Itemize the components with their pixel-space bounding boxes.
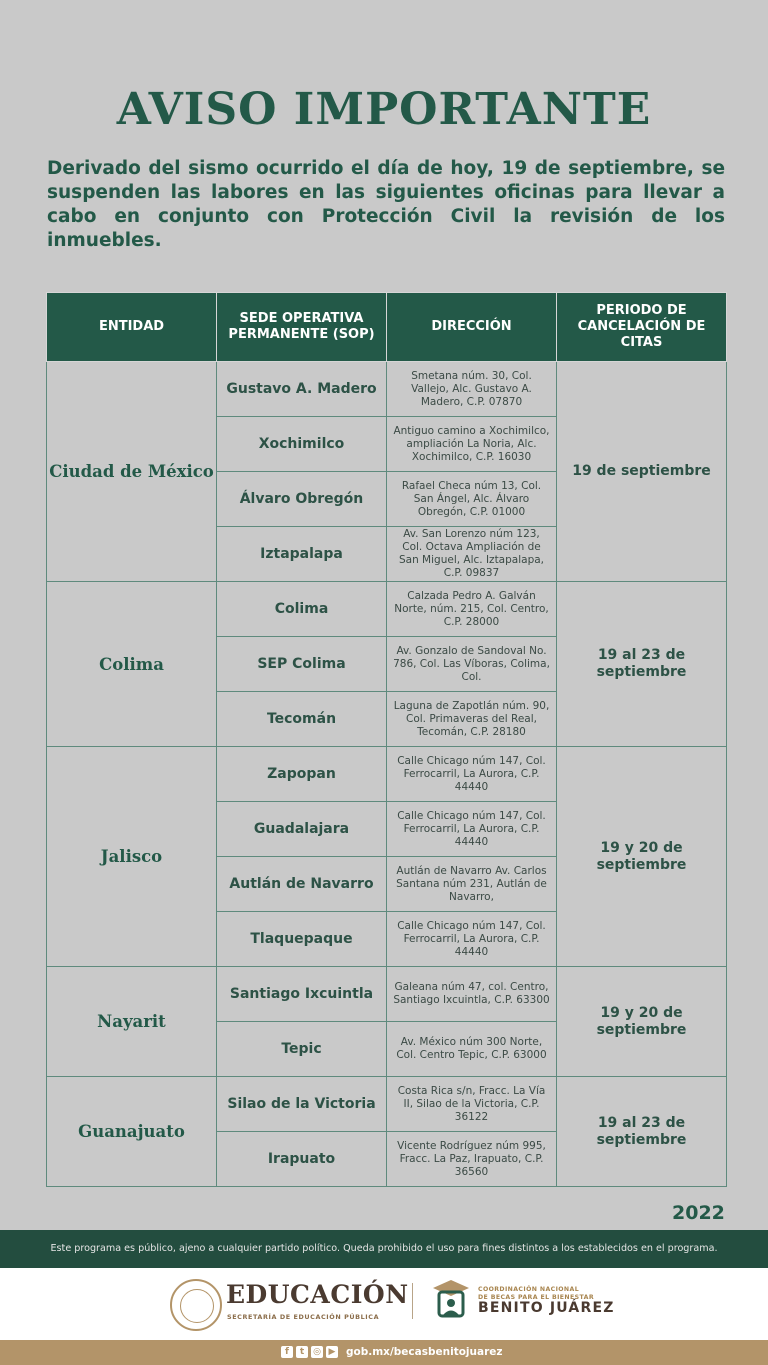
address-cell: Antiguo camino a Xochimilco, ampliación La Noria, Alc. Xochimilco, C.P. 16030 xyxy=(387,417,557,472)
entity-cell: Colima xyxy=(47,582,217,747)
bj-logo-text: BENITO JUÁREZ xyxy=(478,1300,615,1316)
address-cell: Av. México núm 300 Norte, Col. Centro Tepic, C.P. 63000 xyxy=(387,1022,557,1077)
bj-subtitle-line-1: COORDINACIÓN NACIONAL xyxy=(478,1286,580,1293)
sop-cell: Irapuato xyxy=(217,1132,387,1187)
sop-cell: Silao de la Victoria xyxy=(217,1077,387,1132)
sop-cell: Santiago Ixcuintla xyxy=(217,967,387,1022)
mexico-seal-icon xyxy=(170,1279,222,1331)
sop-cell: Xochimilco xyxy=(217,417,387,472)
sop-cell: Autlán de Navarro xyxy=(217,857,387,912)
period-cell: 19 al 23 de septiembre xyxy=(557,1077,727,1187)
header-direccion: DIRECCIÓN xyxy=(387,293,557,362)
facebook-icon[interactable]: f xyxy=(281,1346,293,1358)
address-cell: Rafael Checa núm 13, Col. San Ángel, Alc. Álvaro Obregón, C.P. 01000 xyxy=(387,472,557,527)
address-cell: Autlán de Navarro Av. Carlos Santana núm 231, Autlán de Navarro, xyxy=(387,857,557,912)
disclaimer-band: Este programa es público, ajeno a cualquier partido político. Queda prohibido el uso para fines distintos a los establecidos en el programa. xyxy=(0,1230,768,1268)
header-sop: SEDE OPERATIVA PERMANENTE (SOP) xyxy=(217,293,387,362)
table-row xyxy=(47,747,727,802)
social-icons xyxy=(281,1346,338,1358)
sop-cell: Guadalajara xyxy=(217,802,387,857)
page-title: AVISO IMPORTANTE xyxy=(116,84,652,135)
twitter-icon[interactable]: t xyxy=(296,1346,308,1358)
address-cell: Calzada Pedro A. Galván Norte, núm. 215, Col. Centro, C.P. 28000 xyxy=(387,582,557,637)
period-cell: 19 de septiembre xyxy=(557,362,727,582)
period-cell: 19 y 20 de septiembre xyxy=(557,967,727,1077)
website-link[interactable]: gob.mx/becasbenitojuarez xyxy=(346,1346,503,1358)
table-row xyxy=(47,582,727,637)
header-entidad: ENTIDAD xyxy=(47,293,217,362)
address-cell: Smetana núm. 30, Col. Vallejo, Alc. Gustavo A. Madero, C.P. 07870 xyxy=(387,362,557,417)
address-cell: Calle Chicago núm 147, Col. Ferrocarril, La Aurora, C.P. 44440 xyxy=(387,747,557,802)
intro-paragraph: Derivado del sismo ocurrido el día de hoy, 19 de septiembre, se suspenden las labores en las siguientes oficinas para llevar a cabo en conjunto con Protección Civil la revisión de los inmuebles. xyxy=(47,158,725,251)
period-cell: 19 al 23 de septiembre xyxy=(557,582,727,747)
sop-cell: Álvaro Obregón xyxy=(217,472,387,527)
address-cell: Av. Gonzalo de Sandoval No. 786, Col. Las Víboras, Colima, Col. xyxy=(387,637,557,692)
sop-cell: Tecomán xyxy=(217,692,387,747)
address-cell: Galeana núm 47, col. Centro, Santiago Ixcuintla, C.P. 63300 xyxy=(387,967,557,1022)
table-row xyxy=(47,967,727,1022)
entity-cell: Ciudad de México xyxy=(47,362,217,582)
sop-cell: Iztapalapa xyxy=(217,527,387,582)
address-cell: Calle Chicago núm 147, Col. Ferrocarril, La Aurora, C.P. 44440 xyxy=(387,802,557,857)
educacion-subtitle: SECRETARÍA DE EDUCACIÓN PÚBLICA xyxy=(227,1313,380,1321)
table-body xyxy=(47,362,727,1187)
sop-cell: Tlaquepaque xyxy=(217,912,387,967)
header-periodo: PERIODO DE CANCELACIÓN DE CITAS xyxy=(557,293,727,362)
sop-cell: Gustavo A. Madero xyxy=(217,362,387,417)
sop-cell: Tepic xyxy=(217,1022,387,1077)
address-cell: Vicente Rodríguez núm 995, Fracc. La Paz, Irapuato, C.P. 36560 xyxy=(387,1132,557,1187)
logo-divider xyxy=(412,1283,413,1319)
table-header-row xyxy=(47,293,727,362)
graduation-cap-icon xyxy=(431,1278,471,1320)
entity-cell: Guanajuato xyxy=(47,1077,217,1187)
bj-subtitle-line-2: DE BECAS PARA EL BIENESTAR xyxy=(478,1294,594,1301)
period-cell: 19 y 20 de septiembre xyxy=(557,747,727,967)
address-cell: Calle Chicago núm 147, Col. Ferrocarril, La Aurora, C.P. 44440 xyxy=(387,912,557,967)
closures-table xyxy=(46,292,727,1187)
instagram-icon[interactable]: ◎ xyxy=(311,1346,323,1358)
entity-cell: Jalisco xyxy=(47,747,217,967)
address-cell: Av. San Lorenzo núm 123, Col. Octava Ampliación de San Miguel, Alc. Iztapalapa, C.P. 09837 xyxy=(387,527,557,582)
sop-cell: SEP Colima xyxy=(217,637,387,692)
address-cell: Laguna de Zapotlán núm. 90, Col. Primaveras del Real, Tecomán, C.P. 28180 xyxy=(387,692,557,747)
sop-cell: Zapopan xyxy=(217,747,387,802)
youtube-icon[interactable]: ▶ xyxy=(326,1346,338,1358)
address-cell: Costa Rica s/n, Fracc. La Vía II, Silao de la Victoria, C.P. 36122 xyxy=(387,1077,557,1132)
sop-cell: Colima xyxy=(217,582,387,637)
table-row xyxy=(47,362,727,417)
table-row xyxy=(47,1077,727,1132)
entity-cell: Nayarit xyxy=(47,967,217,1077)
year-label: 2022 xyxy=(672,1202,725,1224)
educacion-logo-text: EDUCACIÓN xyxy=(226,1280,409,1309)
